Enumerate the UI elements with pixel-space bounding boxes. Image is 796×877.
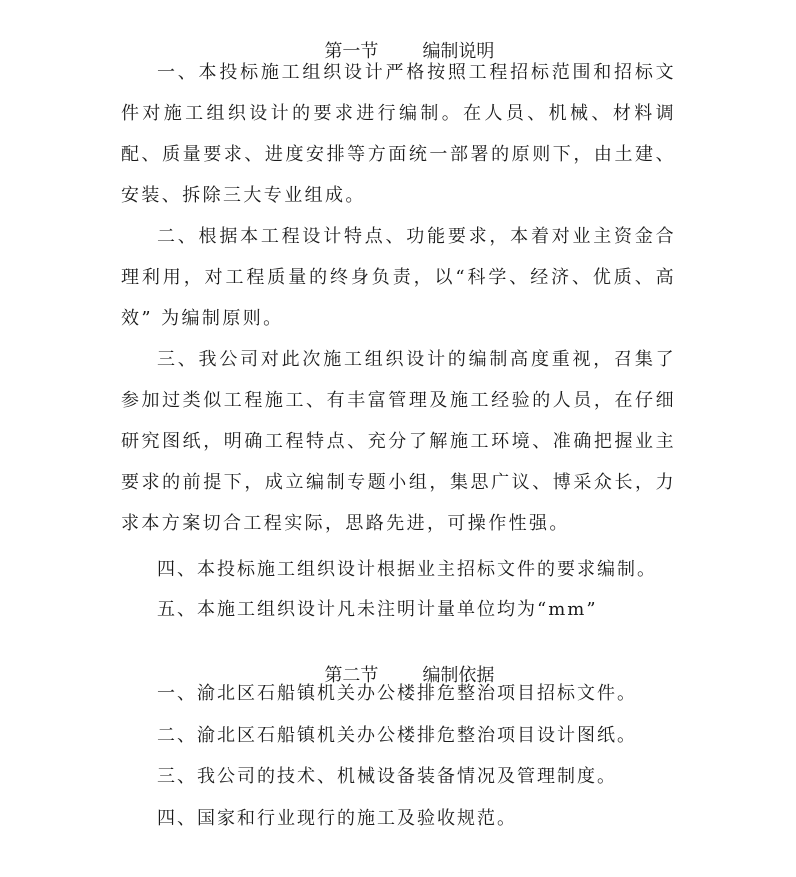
section-2-item-2: 二、渝北区石船镇机关办公楼排危整治项目设计图纸。 bbox=[157, 725, 637, 746]
section-1-paragraph-3: 三、我公司对此次施工组织设计的编制高度重视，召集了参加过类似工程施工、有丰富管理及施工经验的人员，在仔细研究图纸，明确工程特点、充分了解施工环境、准确把握业主要求的前提下，成立编制专题小组，集思广议、博采众长，力求本方案切合工程实际，思路先进，可操作性强。 bbox=[121, 349, 676, 534]
section-1-paragraph-5: 五、本施工组织设计凡未注明计量单位均为“mm” bbox=[157, 599, 598, 620]
section-2-number: 第二节 bbox=[324, 665, 379, 686]
section-2-item-4: 四、国家和行业现行的施工及验收规范。 bbox=[157, 808, 517, 829]
section-1-paragraph-4: 四、本投标施工组织设计根据业主招标文件的要求编制。 bbox=[157, 559, 657, 580]
section-2-item-3: 三、我公司的技术、机械设备装备情况及管理制度。 bbox=[157, 766, 617, 787]
section-2-title: 编制依据 bbox=[422, 665, 495, 686]
section-1-number: 第一节 bbox=[324, 41, 379, 62]
section-2-item-1: 一、渝北区石船镇机关办公楼排危整治项目招标文件。 bbox=[157, 683, 637, 704]
section-1-paragraph-1: 一、本投标施工组织设计严格按照工程招标范围和招标文件对施工组织设计的要求进行编制。在人员、机械、材料调配、质量要求、进度安排等方面统一部署的原则下，由土建、安装、拆除三大专业组成。 bbox=[121, 62, 676, 206]
section-1-title: 编制说明 bbox=[422, 41, 495, 62]
section-1-paragraph-2: 二、根据本工程设计特点、功能要求，本着对业主资金合理利用，对工程质量的终身负责，以“科学、经济、优质、高效” 为编制原则。 bbox=[121, 226, 676, 329]
